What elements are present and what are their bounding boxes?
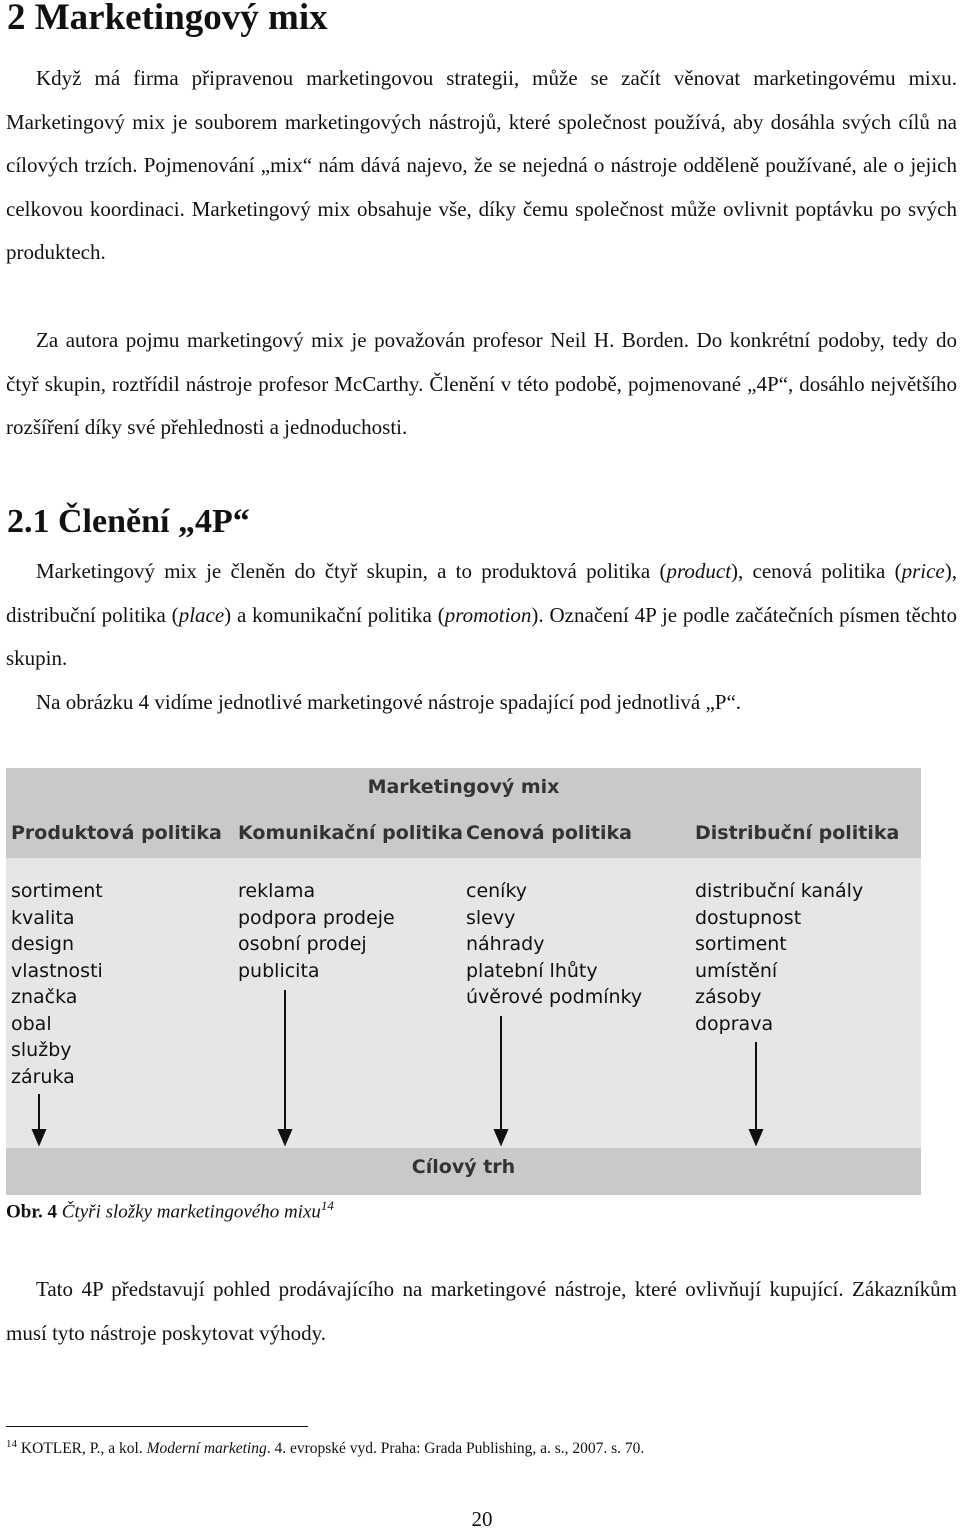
list-item: reklama (238, 880, 316, 902)
target-market-label: Cílový trh (411, 1156, 516, 1178)
paragraph-intro: Když má firma připravenou marketingovou strategii, může se začít věnovat marketingovému mixu. Marketingový mix je souborem marketingových nástrojů, které společnost používá, aby dosáhla svých cílů na cílových trzích. Pojmenování „mix“ nám dává najevo, že se nejedná o nástroje odděleně používané, ale o jejich celkovou koordinaci. Marketingový mix obsahuje vše, díky čemu společnost může ovlivnit poptávku po svých produktech. (6, 66, 957, 264)
list-item: vlastnosti (11, 959, 103, 982)
paragraph-borden: Za autora pojmu marketingový mix je považován profesor Neil H. Borden. Do konkrétní podoby, tedy do čtyř skupin, roztřídil nástroje profesor McCarthy. Členění v této podobě, pojmenované „4P“, dosáhlo největšího rozšíření díky své přehlednosti a jednoduchosti. (6, 328, 957, 439)
list-item: úvěrové podmínky (466, 986, 643, 1008)
arrow-down-icon (33, 1130, 45, 1144)
list-item: podpora prodeje (238, 906, 395, 929)
footnote: $^{14}$ KOTLER, P., a kol. Moderní marketing. 4. evropské vyd. Praha: Grada Publishing, a. s., 2007. s. 70. (6, 1438, 645, 1458)
column-header-promotion: Komunikační politika (238, 822, 463, 844)
marketing-mix-figure (6, 768, 921, 1195)
section-heading: 2.1 Členění „4P“ (7, 503, 250, 540)
arrow-down-icon (279, 1130, 291, 1144)
list-item: doprava (695, 1012, 774, 1035)
list-item: značka (11, 986, 78, 1008)
paragraph-figure-ref: Na obrázku 4 vidíme jednotlivé marketingové nástroje spadající pod jednotlivá „P“. (36, 690, 742, 714)
footnote-divider (6, 1426, 308, 1427)
arrow-down-icon (750, 1130, 762, 1144)
figure-arrows (6, 768, 921, 1195)
list-item: publicita (238, 959, 320, 982)
list-item: sortiment (11, 880, 103, 902)
list-item: design (11, 933, 75, 955)
list-item: platební lhůty (466, 959, 598, 982)
arrow-down-icon (495, 1130, 507, 1144)
list-item: obal (11, 1012, 52, 1035)
chapter-heading: 2 Marketingový mix (7, 0, 328, 38)
list-item: umístění (695, 959, 778, 982)
list-item: osobní prodej (238, 933, 367, 955)
page-number: 20 (471, 1507, 493, 1531)
list-item: záruka (11, 1065, 75, 1088)
list-item: náhrady (466, 933, 545, 955)
list-item: ceníky (466, 880, 528, 902)
column-header-product: Produktová politika (11, 822, 222, 844)
list-item: služby (11, 1039, 72, 1061)
list-item: slevy (466, 906, 516, 929)
figure-title: Marketingový mix (367, 776, 560, 798)
figure-caption: Obr. 4 Čtyři složky marketingového mixu$^{14}$ (6, 1198, 334, 1223)
paragraph-4p: Marketingový mix je členěn do čtyř skupin, a to produktová politika (product), cenová politika (price), distribuční politika (place) a komunikační politika (promotion). Označení 4P je podle začátečních písmen těchto skupin. (6, 559, 957, 670)
list-item: distribuční kanály (695, 880, 864, 902)
list-item: dostupnost (695, 906, 802, 929)
list-item: kvalita (11, 906, 75, 929)
list-item: zásoby (695, 986, 762, 1008)
column-header-price: Cenová politika (466, 822, 632, 844)
paragraph-conclusion: Tato 4P představují pohled prodávajícího na marketingové nástroje, které ovlivňují kupující. Zákazníkům musí tyto nástroje poskytovat výhody. (6, 1277, 957, 1345)
list-item: sortiment (695, 933, 787, 955)
column-header-place: Distribuční politika (695, 822, 900, 844)
